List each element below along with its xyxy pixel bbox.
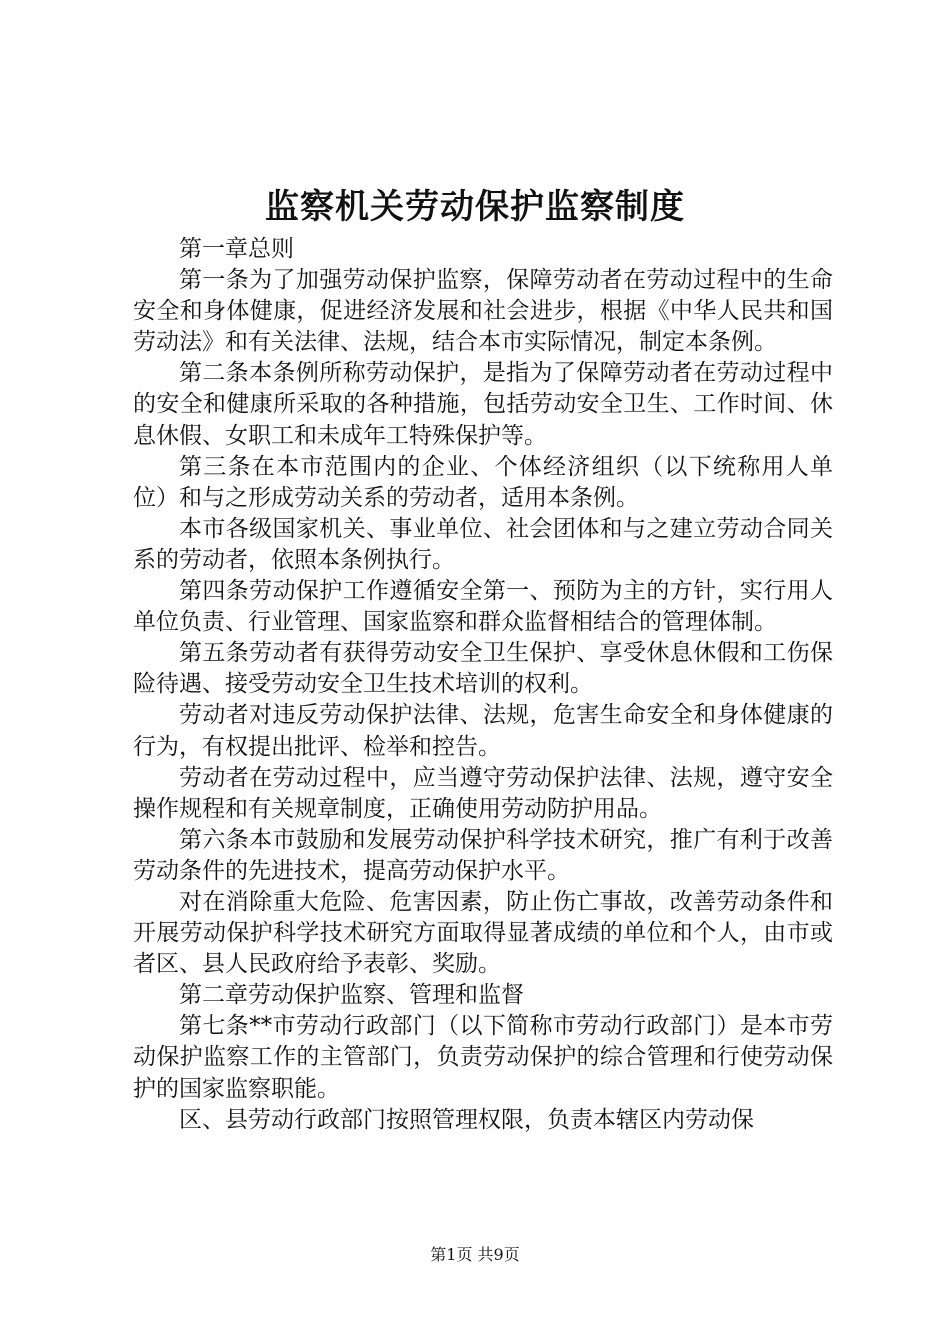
paragraph: 第二条本条例所称劳动保护，是指为了保障劳动者在劳动过程中的安全和健康所采取的各种措施，包括劳动安全卫生、工作时间、休息休假、女职工和未成年工特殊保护等。 xyxy=(133,360,833,449)
document-body xyxy=(133,234,833,1136)
page-number: 第1页 xyxy=(430,1245,473,1264)
paragraph: 对在消除重大危险、危害因素，防止伤亡事故，改善劳动条件和开展劳动保护科学技术研究方面取得显著成绩的单位和个人，由市或者区、县人民政府给予表彰、奖励。 xyxy=(133,888,833,978)
page-footer xyxy=(0,1244,950,1266)
paragraph: 第六条本市鼓励和发展劳动保护科学技术研究，推广有利于改善劳动条件的先进技术，提高劳动保护水平。 xyxy=(133,826,833,884)
paragraph: 劳动者对违反劳动保护法律、法规，危害生命安全和身体健康的行为，有权提出批评、检举和控告。 xyxy=(133,702,833,760)
paragraph: 第一条为了加强劳动保护监察，保障劳动者在劳动过程中的生命安全和身体健康，促进经济发展和社会进步，根据《中华人民共和国劳动法》和有关法律、法规，结合本市实际情况，制定本条例。 xyxy=(133,267,833,356)
paragraph: 第五条劳动者有获得劳动安全卫生保护、享受休息休假和工伤保险待遇、接受劳动安全卫生技术培训的权利。 xyxy=(133,640,833,698)
paragraph: 第七条**市劳动行政部门（以下简称市劳动行政部门）是本市劳动保护监察工作的主管部门，负责劳动保护的综合管理和行使劳动保护的国家监察职能。 xyxy=(133,1013,833,1102)
paragraph: 区、县劳动行政部门按照管理权限，负责本辖区内劳动保 xyxy=(179,1106,754,1133)
paragraph: 本市各级国家机关、事业单位、社会团体和与之建立劳动合同关系的劳动者，依照本条例执行。 xyxy=(133,515,833,573)
paragraph: 第四条劳动保护工作遵循安全第一、预防为主的方针，实行用人单位负责、行业管理、国家监察和群众监督相结合的管理体制。 xyxy=(133,578,833,636)
paragraph: 第三条在本市范围内的企业、个体经济组织（以下统称用人单位）和与之形成劳动关系的劳动者，适用本条例。 xyxy=(133,453,833,511)
document-title: 监察机关劳动保护监察制度 xyxy=(265,187,685,227)
chapter-heading: 第二章劳动保护监察、管理和监督 xyxy=(179,982,524,1009)
chapter-heading: 第一章总则 xyxy=(179,236,294,262)
paragraph: 劳动者在劳动过程中，应当遵守劳动保护法律、法规，遵守安全操作规程和有关规章制度，正确使用劳动防护用品。 xyxy=(133,764,833,822)
page-total: 共9页 xyxy=(477,1245,520,1264)
